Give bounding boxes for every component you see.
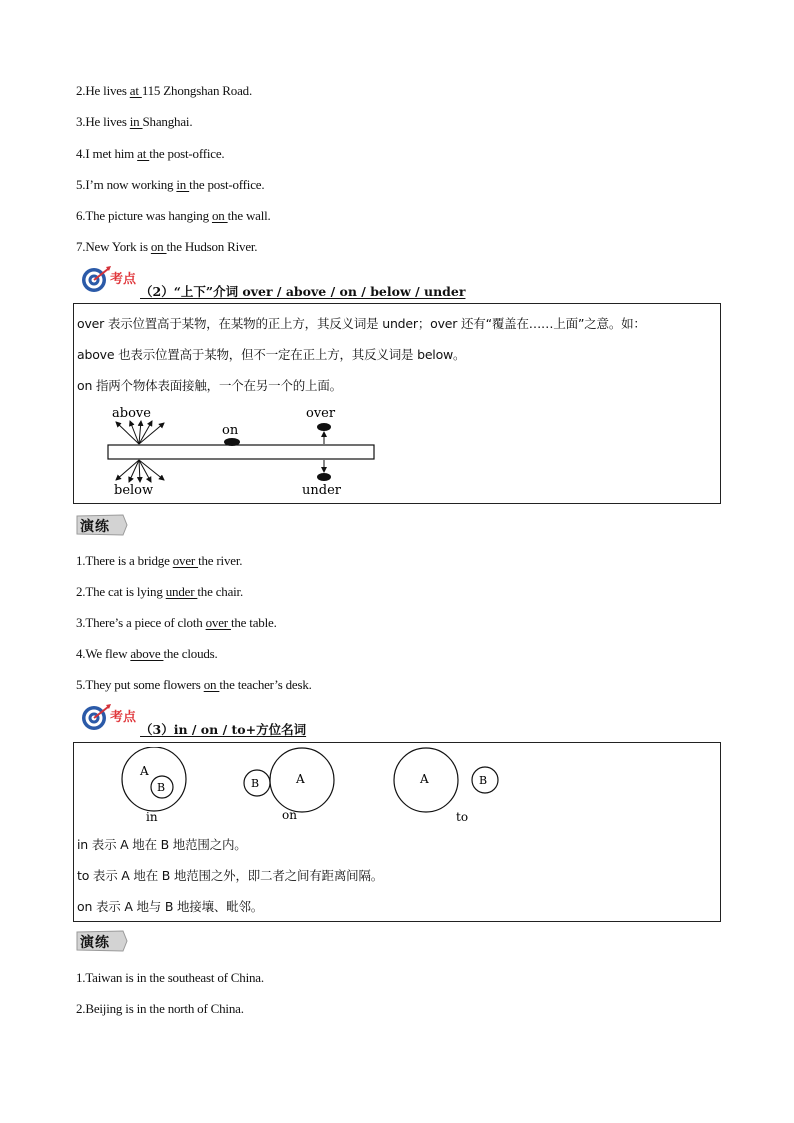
answer-blank: on [203, 677, 220, 692]
sentence-text: 2.Beijing is in the north of China. [76, 1001, 244, 1016]
practice-label: 演练 [80, 519, 110, 535]
label-above: above [112, 406, 151, 421]
label-a: A [296, 772, 305, 786]
sentence-text: 4.I met him [76, 146, 138, 161]
sentence-text: the post-office. [149, 146, 225, 161]
explanation-box-over-above [73, 303, 721, 504]
sentence-text: Shanghai. [142, 114, 193, 129]
sentence-text: the chair. [197, 584, 244, 599]
label-b: B [251, 777, 260, 790]
kaodian-badge: 考点 [110, 710, 137, 725]
label-on: on [282, 808, 297, 822]
surface-bar [108, 445, 374, 459]
sentence-text: 1.Taiwan is in the southeast of China. [76, 970, 264, 985]
explanation-on: on 表示 A 地与 B 地接壤、毗邻。 [77, 899, 264, 914]
sentence-text: 5.They put some flowers [76, 677, 204, 692]
practice2-sentence-2 [76, 1001, 244, 1017]
practice1-sentence-4 [76, 646, 218, 662]
sentence-text: 4.We flew [76, 646, 131, 661]
label-b: B [157, 781, 166, 794]
explanation-in: in 表示 A 地在 B 地范围之内。 [77, 837, 247, 852]
section-heading-in-on-to [80, 704, 480, 736]
practice1-sentence-3 [76, 615, 277, 631]
sentence-text: the post-office. [189, 177, 265, 192]
sentence-7 [76, 239, 257, 255]
sentence-text: 3.He lives [76, 114, 130, 129]
explanation-to: to 表示 A 地在 B 地范围之外，即二者之间有距离间隔。 [77, 868, 384, 883]
sentence-2 [76, 83, 252, 99]
label-a: A [420, 772, 429, 786]
explanation-over: over 表示位置高于某物，在某物的正上方，其反义词是 under；over 还有“覆盖在……上面”之意。如： [77, 316, 646, 331]
practice-label: 演练 [80, 935, 110, 951]
answer-blank: above [130, 646, 164, 661]
sentence-6 [76, 208, 271, 224]
target-icon [80, 704, 112, 732]
explanation-box-in-on-to [73, 742, 721, 922]
practice2-sentence-1 [76, 970, 264, 986]
sentence-text: 3.There’s a piece of cloth [76, 615, 206, 630]
sentence-text: 2.The cat is lying [76, 584, 166, 599]
label-over: over [306, 406, 336, 421]
answer-blank: at [129, 83, 142, 98]
explanation-above: above 也表示位置高于某物，但不一定在正上方，其反义词是 below。 [77, 347, 466, 362]
section-heading-over-above [80, 266, 480, 298]
section-title: （3）in / on / to+方位名词 [140, 722, 307, 737]
sentence-text: 115 Zhongshan Road. [141, 83, 252, 98]
answer-blank: on [150, 239, 167, 254]
sentence-3 [76, 114, 192, 130]
on-dot [224, 438, 240, 446]
label-in: in [146, 810, 158, 824]
practice1-sentence-1 [76, 553, 242, 569]
sentence-text: 2.He lives [76, 83, 130, 98]
answer-blank: on [211, 208, 228, 223]
answer-blank: in [176, 177, 190, 192]
sentence-text: 7.New York is [76, 239, 151, 254]
sentence-text: 6.The picture was hanging [76, 208, 212, 223]
sentence-text: the wall. [227, 208, 271, 223]
practice1-sentence-5 [76, 677, 312, 693]
sentence-text: the river. [198, 553, 243, 568]
explanation-on: on 指两个物体表面接触，一个在另一个的上面。 [77, 378, 342, 393]
label-b: B [479, 774, 488, 787]
answer-blank: at [137, 146, 150, 161]
label-below: below [114, 483, 154, 498]
target-icon [80, 266, 112, 294]
practice-badge [76, 514, 128, 536]
answer-blank: over [172, 553, 199, 568]
answer-blank: under [165, 584, 198, 599]
sentence-4 [76, 146, 224, 162]
over-dot [317, 423, 331, 431]
sentence-text: the table. [230, 615, 277, 630]
label-on: on [222, 423, 239, 438]
answer-blank: in [129, 114, 143, 129]
section-title: （2）“上下”介词 over / above / on / below / under [140, 284, 466, 299]
answer-blank: over [205, 615, 231, 630]
below-arrows [116, 460, 164, 482]
practice1-sentence-2 [76, 584, 243, 600]
sentence-text: the teacher’s desk. [219, 677, 312, 692]
sentence-text: the Hudson River. [166, 239, 258, 254]
sentence-text: the clouds. [163, 646, 218, 661]
sentence-5 [76, 177, 264, 193]
practice-badge [76, 930, 128, 952]
label-a: A [140, 764, 149, 778]
over-above-diagram [104, 404, 404, 498]
kaodian-badge: 考点 [110, 272, 137, 287]
label-under: under [302, 483, 341, 498]
above-arrows [116, 421, 164, 444]
sentence-text: 1.There is a bridge [76, 553, 173, 568]
under-dot [317, 473, 331, 481]
label-to: to [456, 810, 469, 824]
sentence-text: 5.I’m now working [76, 177, 177, 192]
in-on-to-diagram [114, 747, 544, 827]
